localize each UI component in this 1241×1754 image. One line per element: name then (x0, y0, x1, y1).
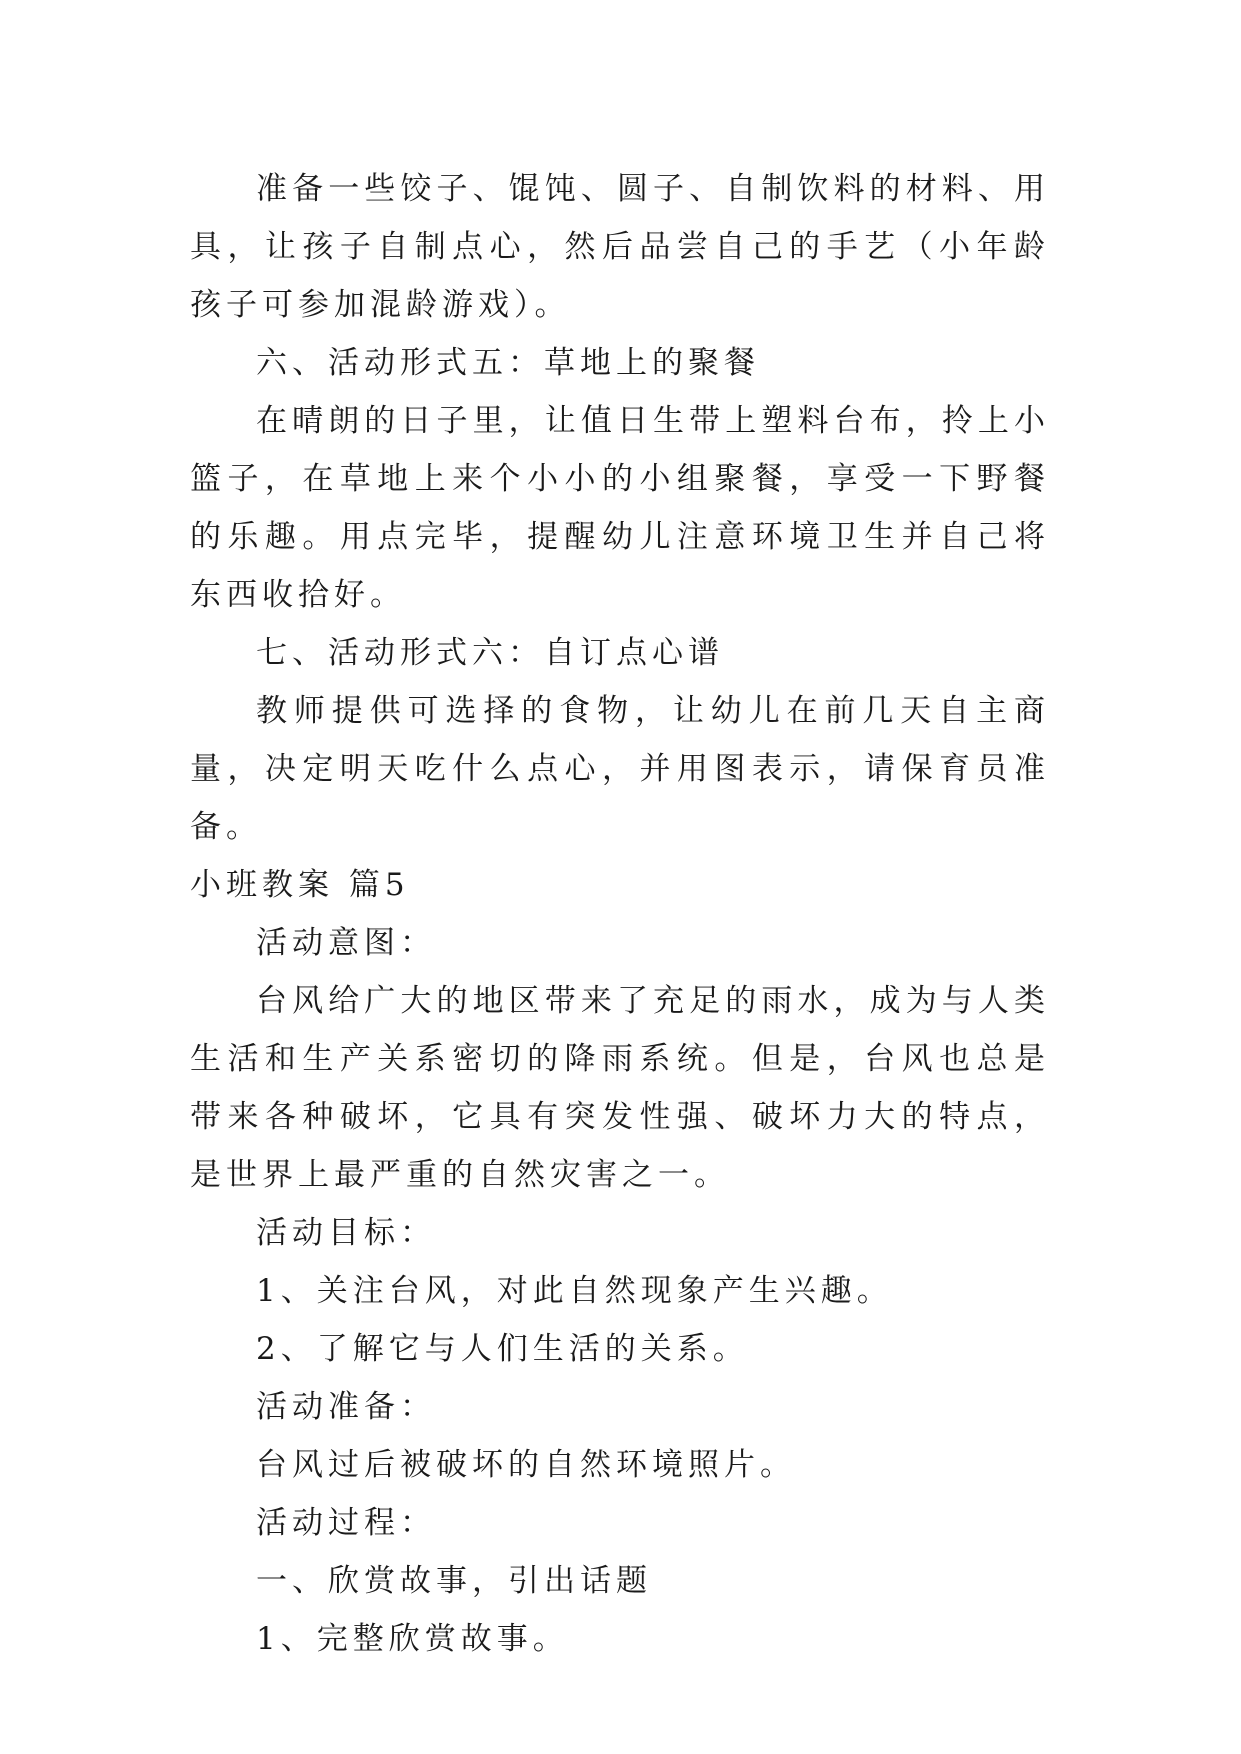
lesson-plan-title: 小班教案 篇5 (190, 867, 410, 903)
paragraph-typhoon-intent: 台风给广大的地区带来了充足的雨水，成为与人类生活和生产关系密切的降雨系统。但是，台风也总是带来各种破坏，它具有突发性强、破坏力大的特点，是世界上最严重的自然灾害之一。 (190, 983, 1050, 1193)
process-step-heading-1: 一、欣赏故事，引出话题 (256, 1563, 652, 1599)
preparation-item: 台风过后被破坏的自然环境照片。 (256, 1447, 796, 1483)
section-heading-snack-menu: 七、活动形式六：自订点心谱 (256, 635, 724, 671)
paragraph-snack-menu: 教师提供可选择的食物，让幼儿在前几天自主商量，决定明天吃什么点心，并用图表示，请保育员准备。 (190, 693, 1050, 845)
activity-process-label: 活动过程： (256, 1505, 436, 1541)
paragraph-lawn-picnic: 在晴朗的日子里，让值日生带上塑料台布，拎上小篮子，在草地上来个小小的小组聚餐，享受一下野餐的乐趣。用点完毕，提醒幼儿注意环境卫生并自己将东西收拾好。 (190, 403, 1050, 613)
goal-item-1: 1、关注台风，对此自然现象产生兴趣。 (256, 1273, 893, 1309)
activity-goals-label: 活动目标： (256, 1215, 436, 1251)
process-substep-1: 1、完整欣赏故事。 (256, 1621, 569, 1657)
document-body (190, 160, 1050, 1668)
paragraph-dumpling-snacks: 准备一些饺子、馄饨、圆子、自制饮料的材料、用具，让孩子自制点心，然后品尝自己的手艺（小年龄孩子可参加混龄游戏）。 (190, 171, 1050, 323)
activity-preparation-label: 活动准备： (256, 1389, 436, 1425)
goal-item-2: 2、了解它与人们生活的关系。 (256, 1331, 749, 1367)
section-heading-lawn-picnic: 六、活动形式五：草地上的聚餐 (256, 345, 760, 381)
activity-intent-label: 活动意图： (256, 925, 436, 961)
